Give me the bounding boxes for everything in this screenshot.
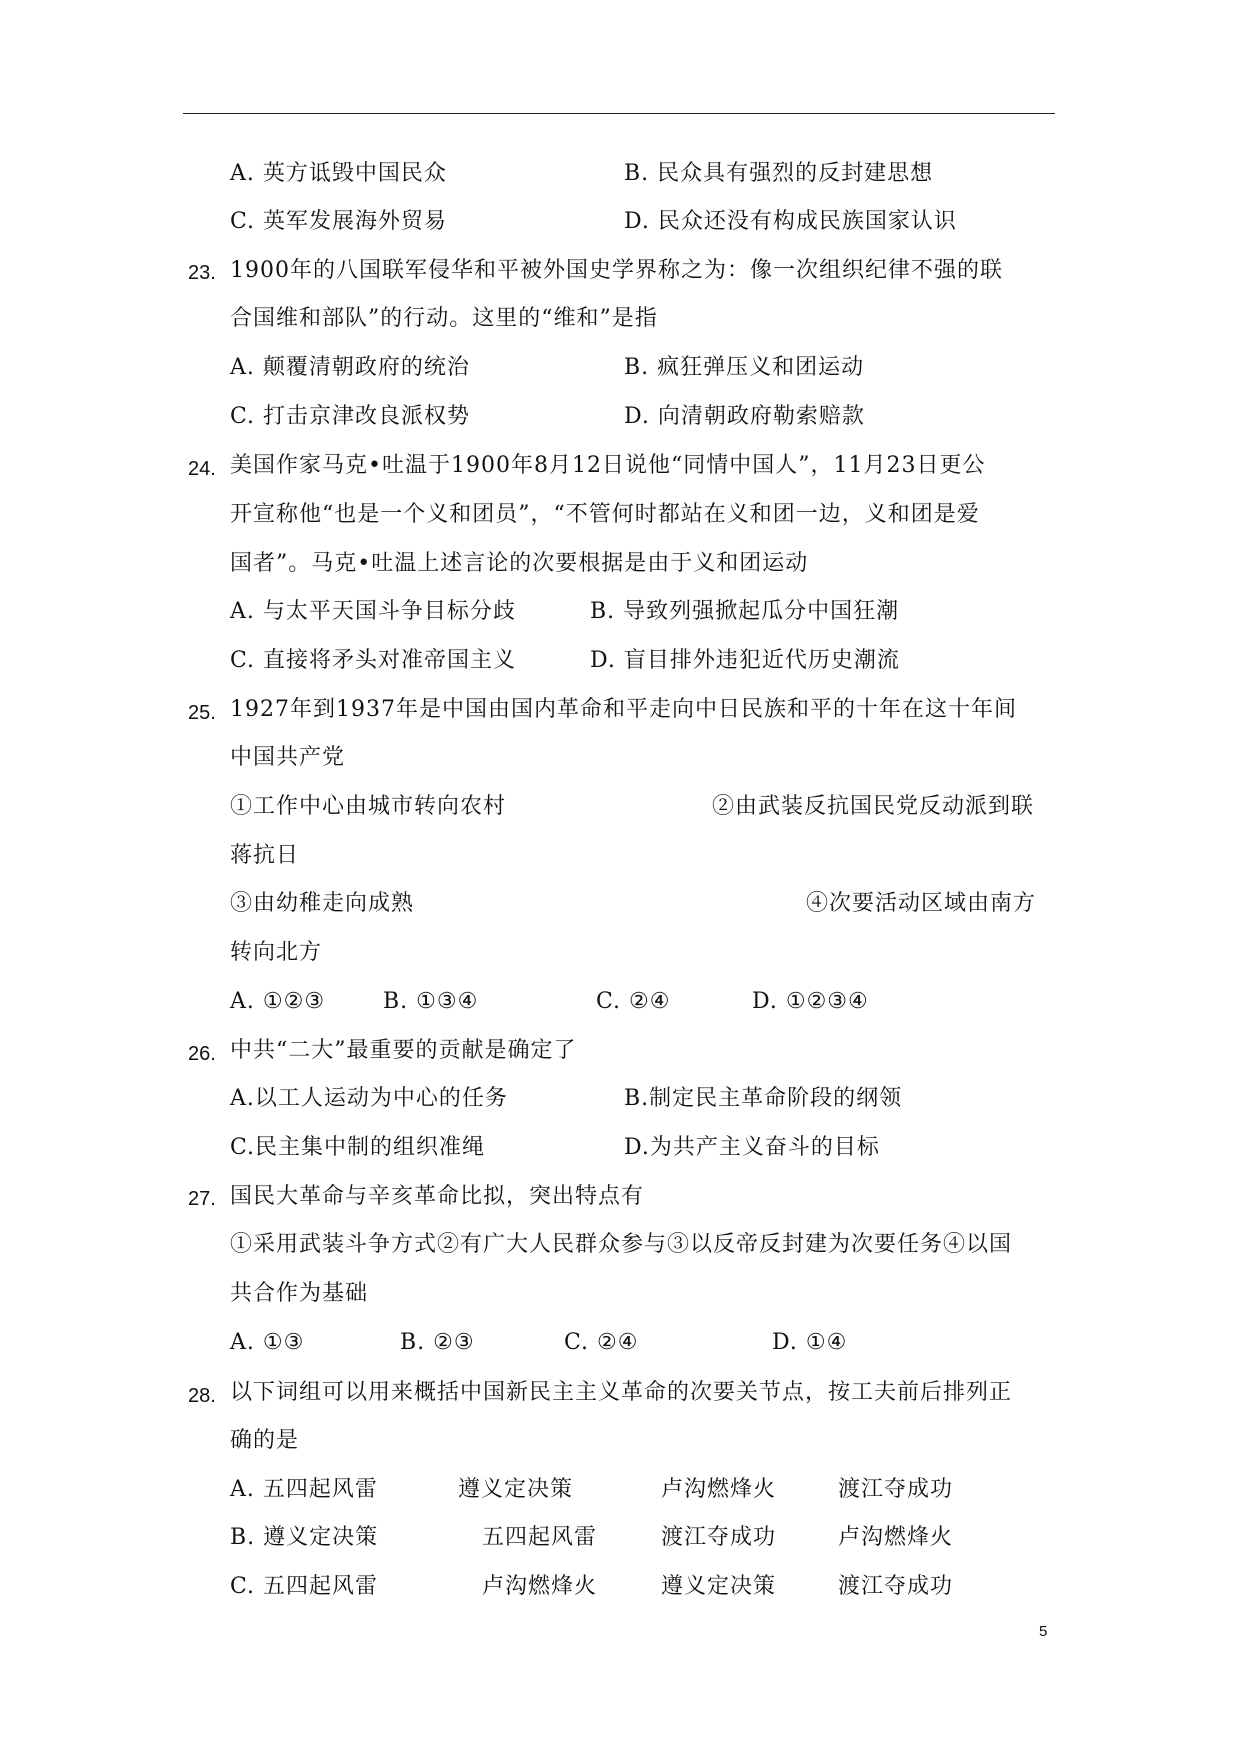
q26-option-b: B.制定民主革命阶段的纲领 bbox=[624, 1086, 903, 1111]
q24-option-a: A. 与太平天国斗争目标分歧 bbox=[230, 599, 516, 624]
q23-option-a: A. 颠覆清朝政府的统治 bbox=[230, 355, 470, 380]
q23-option-c: C. 打击京津改良派权势 bbox=[230, 404, 471, 429]
q23-option-b: B. 疯狂弹压义和团运动 bbox=[624, 355, 865, 380]
q24-stem-line2: 开宣称他“也是一个义和团员”，“不管何时都站在义和团一边，义和团是爱 bbox=[230, 502, 980, 527]
q24-option-c: C. 直接将矛头对准帝国主义 bbox=[230, 648, 517, 673]
q23-stem-line1: 1900年的八国联军侵华和平被外国史学界称之为：像一次组织纪律不强的联 bbox=[230, 258, 1003, 283]
q25-option-c: C. ②④ bbox=[596, 989, 671, 1014]
q22-option-d: D. 民众还没有构成民族国家认识 bbox=[624, 209, 957, 234]
q25-item-1: ①工作中心由城市转向农村 bbox=[230, 794, 507, 819]
q22-option-a: A. 英方诋毁中国民众 bbox=[230, 161, 447, 186]
q27-option-d: D. ①④ bbox=[772, 1330, 848, 1355]
q25-item-4: ④次要活动区域由南方 bbox=[806, 891, 1037, 916]
q27-option-a: A. ①③ bbox=[230, 1330, 305, 1355]
q25-stem-line1: 1927年到1937年是中国由国内革命和平走向中日民族和平的十年在这十年间 bbox=[230, 697, 1017, 722]
header-rule bbox=[183, 113, 1055, 114]
q28-option-b-term-2: 五四起风雷 bbox=[482, 1525, 598, 1550]
q28-number: 28. bbox=[188, 1385, 216, 1407]
q25-item-3: ③由幼稚走向成熟 bbox=[230, 891, 415, 916]
q25-option-d: D. ①②③④ bbox=[752, 989, 869, 1014]
q27-stem-line2: ①采用武装斗争方式②有广大人民群众参与③以反帝反封建为次要任务④以国 bbox=[230, 1232, 1013, 1257]
q25-stem-line2: 中国共产党 bbox=[230, 745, 346, 770]
q23-number: 23. bbox=[188, 262, 216, 284]
q25-item-2-cont: 蒋抗日 bbox=[230, 843, 300, 868]
q26-stem-line1: 中共“二大”最重要的贡献是确定了 bbox=[230, 1038, 577, 1063]
q26-option-c: C.民主集中制的组织准绳 bbox=[230, 1135, 486, 1160]
q26-option-d: D.为共产主义奋斗的目标 bbox=[624, 1135, 880, 1160]
q24-number: 24. bbox=[188, 458, 216, 480]
q27-stem-line3: 共合作为基础 bbox=[230, 1281, 369, 1306]
q22-option-b: B. 民众具有强烈的反封建思想 bbox=[624, 161, 934, 186]
q28-option-a-term-2: 遵义定决策 bbox=[458, 1477, 574, 1502]
q22-option-c: C. 英军发展海外贸易 bbox=[230, 209, 448, 234]
q25-number: 25. bbox=[188, 702, 216, 724]
q28-option-b-term-3: 渡江夺成功 bbox=[661, 1525, 777, 1550]
page-number: 5 bbox=[1039, 1623, 1048, 1640]
q28-option-a-label: A. 五四起风雷 bbox=[230, 1477, 378, 1502]
q23-stem-line2: 合国维和部队”的行动。这里的“维和”是指 bbox=[230, 306, 658, 331]
q25-item-4-cont: 转向北方 bbox=[230, 940, 323, 965]
q28-stem-line1: 以下词组可以用来概括中国新民主主义革命的次要关节点，按工夫前后排列正 bbox=[230, 1380, 1013, 1405]
q28-option-c-term-2: 卢沟燃烽火 bbox=[482, 1574, 598, 1599]
q25-item-2: ②由武装反抗国民党反动派到联 bbox=[712, 794, 1035, 819]
q28-stem-line2: 确的是 bbox=[230, 1428, 300, 1453]
q28-option-c-term-4: 渡江夺成功 bbox=[838, 1574, 954, 1599]
q27-option-c: C. ②④ bbox=[564, 1330, 639, 1355]
q28-option-a-term-4: 渡江夺成功 bbox=[838, 1477, 954, 1502]
q27-option-b: B. ②③ bbox=[400, 1330, 475, 1355]
q25-option-b: B. ①③④ bbox=[383, 989, 479, 1014]
q23-option-d: D. 向清朝政府勒索赔款 bbox=[624, 404, 865, 429]
q28-option-b-term-4: 卢沟燃烽火 bbox=[838, 1525, 954, 1550]
q28-option-a-term-3: 卢沟燃烽火 bbox=[661, 1477, 777, 1502]
q26-option-a: A.以工人运动为中心的任务 bbox=[230, 1086, 508, 1111]
q27-stem-line1: 国民大革命与辛亥革命比拟，突出特点有 bbox=[230, 1184, 645, 1209]
q28-option-b-label: B. 遵义定决策 bbox=[230, 1525, 379, 1550]
q28-option-c-term-3: 遵义定决策 bbox=[661, 1574, 777, 1599]
q25-option-a: A. ①②③ bbox=[230, 989, 326, 1014]
q24-option-d: D. 盲目排外违犯近代历史潮流 bbox=[590, 648, 900, 673]
q28-option-c-label: C. 五四起风雷 bbox=[230, 1574, 379, 1599]
q24-stem-line3: 国者”。马克•吐温上述言论的次要根据是由于义和团运动 bbox=[230, 551, 809, 576]
q24-stem-line1: 美国作家马克•吐温于1900年8月12日说他“同情中国人”，11月23日更公 bbox=[230, 453, 986, 478]
q26-number: 26. bbox=[188, 1043, 216, 1065]
q24-option-b: B. 导致列强掀起瓜分中国狂潮 bbox=[590, 599, 900, 624]
q27-number: 27. bbox=[188, 1188, 216, 1210]
